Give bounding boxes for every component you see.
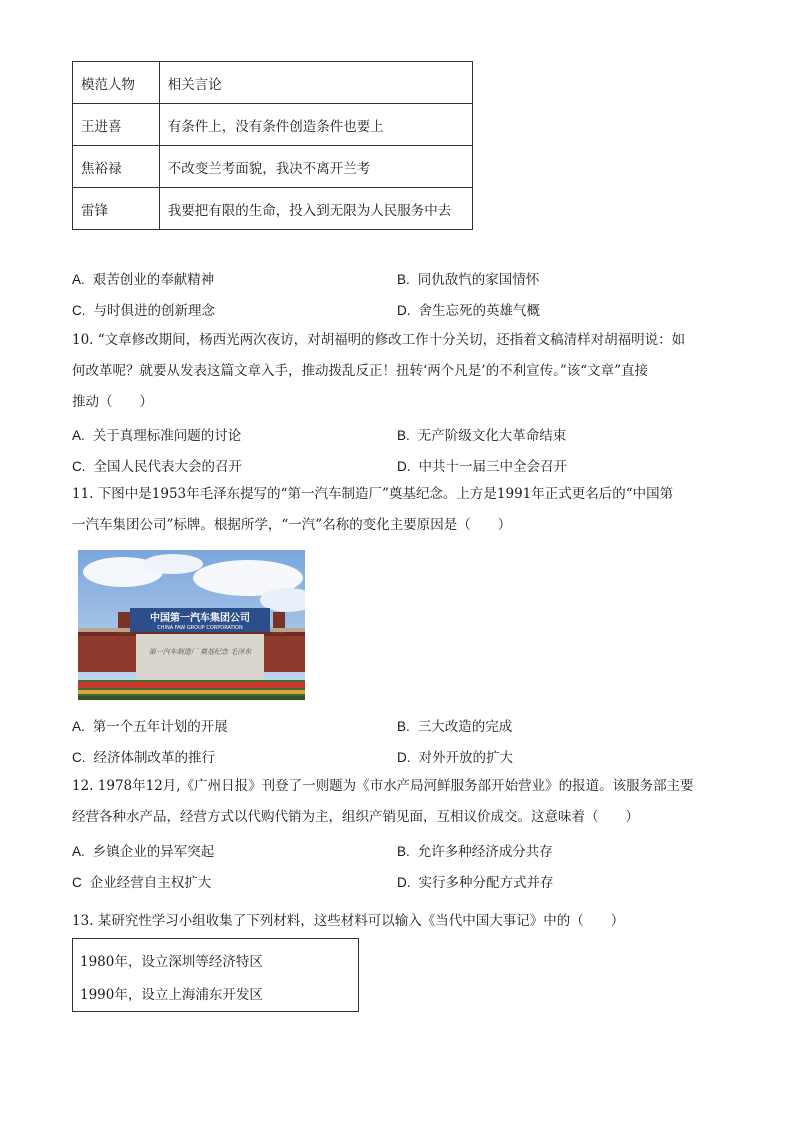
table-cell-person: 雷锋: [73, 188, 160, 230]
table-header-cell: 相关言论: [159, 62, 472, 104]
q12-stem: 12. 1978年12月,《广州日报》刊登了一则题为《市水产局河鲜服务部开始营业》的报道。该服务部主要 经营各种水产品，经营方式以代购代销为主，组织产销见面，互相议价成交。这意味着（ ）: [72, 778, 694, 825]
table-row: [73, 188, 473, 230]
table-row: [73, 104, 473, 146]
table-cell-quote: 我要把有限的生命，投入到无限为人民服务中去: [159, 188, 472, 230]
q11-stem: 11. 下图中是1953年毛泽东提写的“第一汽车制造厂”奠基纪念。上方是1991年正式更名后的“中国第 一汽车集团公司”标牌。根据所学，“一汽”名称的变化主要原因是（ ）: [72, 486, 674, 533]
q11-option-a[interactable]: A. 第一个五年计划的开展: [72, 719, 228, 735]
q10-option-b[interactable]: B. 无产阶级文化大革命结束: [397, 428, 567, 444]
table-header-row: [73, 62, 473, 104]
q13-stem: 13. 某研究性学习小组收集了下列材料，这些材料可以输入《当代中国大事记》中的（ ）: [72, 913, 625, 929]
table-cell-quote: 不改变兰考面貌，我决不离开兰考: [159, 146, 472, 188]
q10-option-d[interactable]: D. 中共十一届三中全会召开: [397, 459, 567, 475]
faw-memorial-photo: [78, 550, 305, 700]
q12-option-a[interactable]: A. 乡镇企业的异军突起: [72, 844, 215, 860]
q12-option-c[interactable]: C 企业经营自主权扩大: [72, 875, 212, 891]
q11-option-d[interactable]: D. 对外开放的扩大: [397, 750, 513, 766]
table-row: [73, 146, 473, 188]
q13-material-line: 1980年，设立深圳等经济特区: [80, 954, 263, 970]
memorial-stele: [136, 634, 264, 680]
q9-option-a[interactable]: A. 艰苦创业的奉献精神: [72, 272, 215, 288]
q9-option-b[interactable]: B. 同仇敌忾的家国情怀: [397, 272, 540, 288]
q12-option-d[interactable]: D. 实行多种分配方式并存: [397, 875, 554, 891]
table-cell-person: 焦裕禄: [73, 146, 160, 188]
photo-illustration: [78, 550, 305, 700]
table-header-cell: 模范人物: [73, 62, 160, 104]
q12-option-b[interactable]: B. 允许多种经济成分共存: [397, 844, 553, 860]
sign-chinese-text: 中国第一汽车集团公司: [150, 613, 250, 624]
stele-inscription: 第一汽车制造厂 奠基纪念 毛泽东: [148, 648, 252, 656]
q9-option-c[interactable]: C. 与时俱进的创新理念: [72, 303, 215, 319]
q9-option-d[interactable]: D. 舍生忘死的英雄气概: [397, 303, 540, 319]
table-cell-quote: 有条件上，没有条件创造条件也要上: [159, 104, 472, 146]
table-cell-person: 王进喜: [73, 104, 160, 146]
q11-option-b[interactable]: B. 三大改造的完成: [397, 719, 513, 735]
q10-option-c[interactable]: C. 全国人民代表大会的召开: [72, 459, 242, 475]
q10-option-a[interactable]: A. 关于真理标准问题的讨论: [72, 428, 242, 444]
q11-option-c[interactable]: C. 经济体制改革的推行: [72, 750, 215, 766]
q10-stem: 10. “文章修改期间，杨西光两次夜访，对胡福明的修改工作十分关切，还指着文稿清样对胡福明说：如 何改革呢？就要从发表这篇文章入手，推动拨乱反正！扭转‘两个凡是’的不利宣传。”该“文章”直接 推动（ ）: [72, 332, 686, 410]
q13-material-line: 1990年，设立上海浦东开发区: [80, 987, 263, 1003]
model-figures-table: [72, 61, 473, 230]
sign-english-text: CHINA FAW GROUP CORPORATION: [157, 625, 243, 631]
